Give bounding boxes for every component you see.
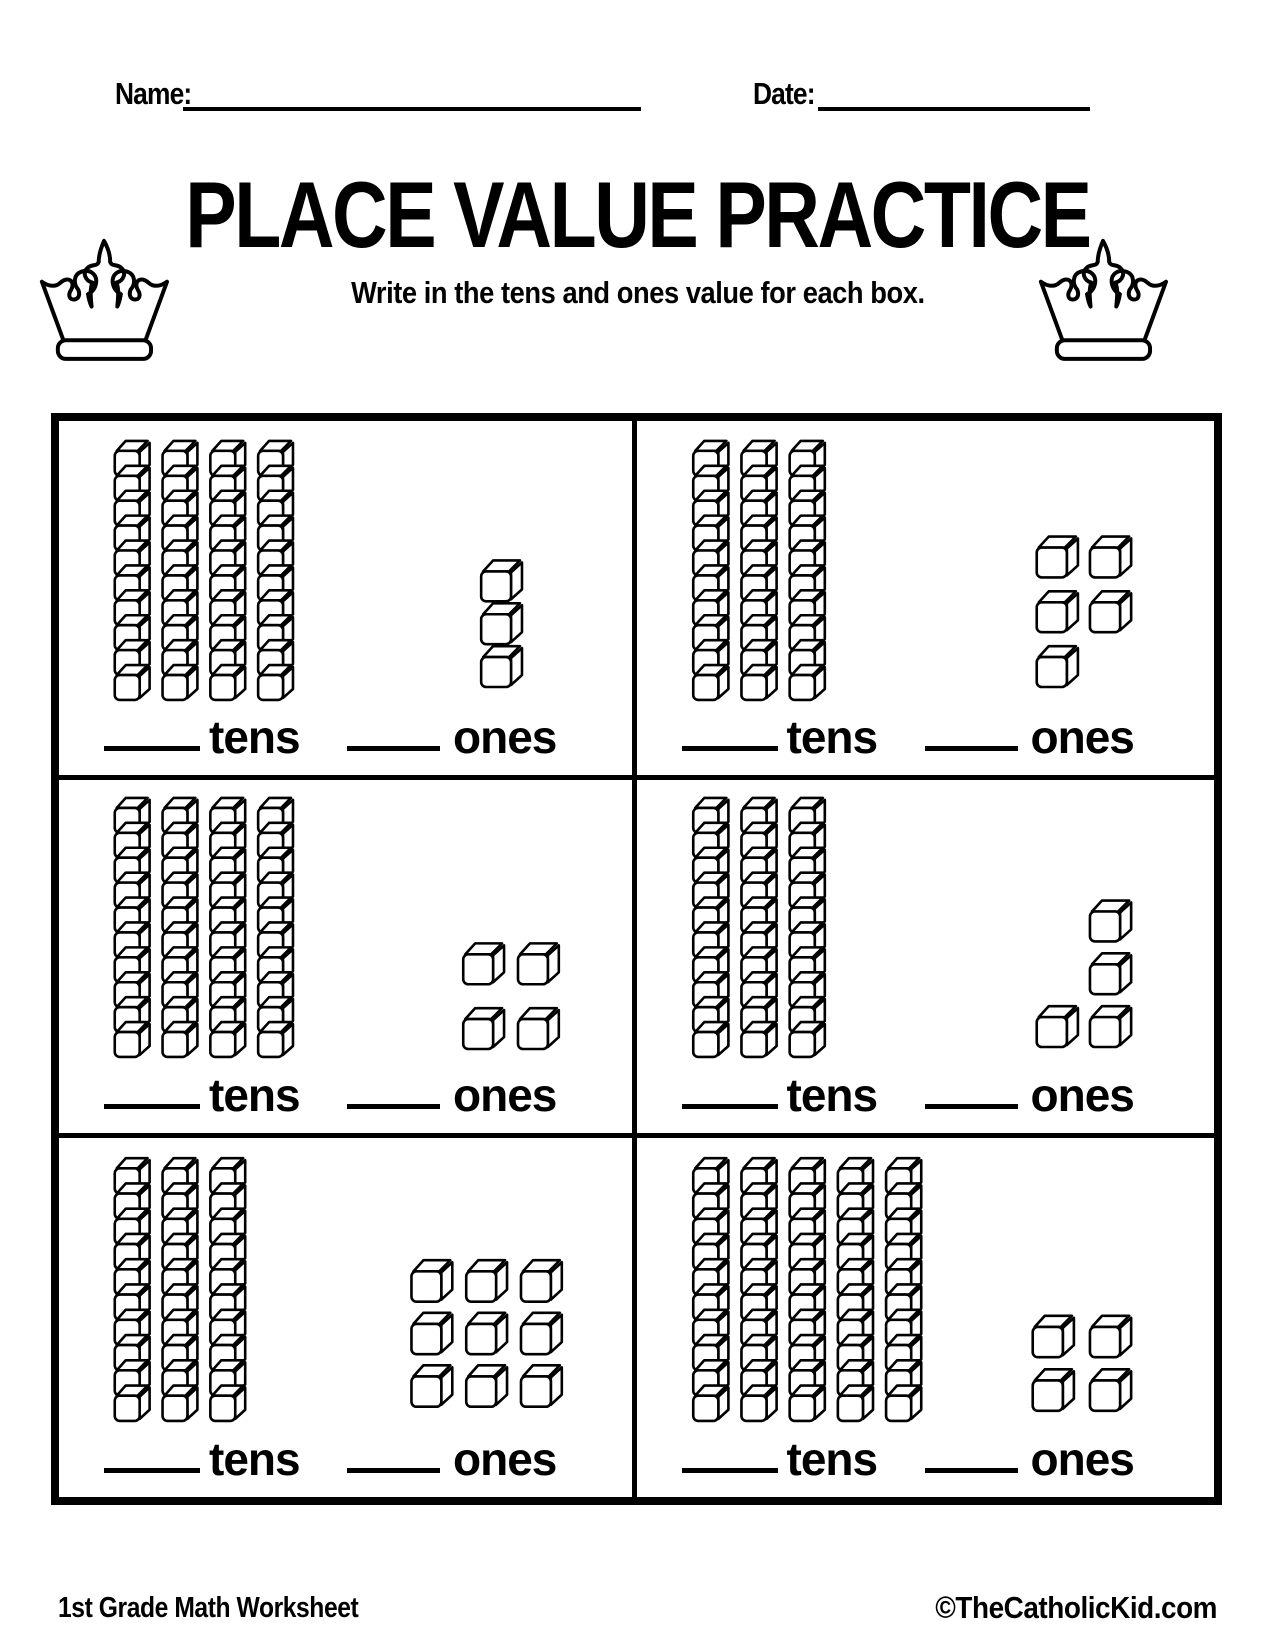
tens-answer-blank xyxy=(682,746,778,751)
page-subtitle: Write in the tens and ones value for each box. xyxy=(350,275,925,310)
place-value-cell xyxy=(59,780,637,1139)
tens-answer-blank xyxy=(682,1104,778,1109)
tens-label: tens xyxy=(209,710,300,763)
place-value-cell xyxy=(637,780,1215,1139)
place-value-cell xyxy=(59,421,637,780)
ones-answer-blank xyxy=(347,746,440,751)
worksheet-grid xyxy=(51,413,1222,1505)
date-label: Date: xyxy=(753,76,815,111)
tens-label: tens xyxy=(786,1069,878,1122)
ones-label: ones xyxy=(453,1432,557,1485)
date-blank-line xyxy=(818,107,1090,111)
place-value-cell xyxy=(637,421,1215,780)
ones-label: ones xyxy=(453,1069,557,1122)
ones-answer-blank xyxy=(347,1468,440,1473)
tens-answer-blank xyxy=(104,1104,200,1109)
name-blank-line xyxy=(183,107,641,111)
crown-icon xyxy=(1032,226,1174,364)
crown-icon xyxy=(33,226,175,364)
ones-label: ones xyxy=(1030,1432,1134,1485)
ones-answer-blank xyxy=(925,1104,1018,1109)
tens-label: tens xyxy=(786,1432,878,1485)
ones-answer-blank xyxy=(925,746,1018,751)
tens-label: tens xyxy=(209,1432,300,1485)
place-value-cell xyxy=(637,1138,1215,1497)
ones-label: ones xyxy=(453,710,557,763)
footer-right: ©TheCatholicKid.com xyxy=(935,1590,1217,1625)
tens-label: tens xyxy=(209,1069,300,1122)
ones-answer-blank xyxy=(347,1104,440,1109)
page-title: PLACE VALUE PRACTICE xyxy=(185,162,1090,267)
footer-left: 1st Grade Math Worksheet xyxy=(58,1592,359,1624)
tens-answer-blank xyxy=(104,746,200,751)
place-value-cell xyxy=(59,1138,637,1497)
tens-label: tens xyxy=(786,710,878,763)
ones-answer-blank xyxy=(925,1468,1018,1473)
name-label: Name: xyxy=(115,76,192,111)
ones-label: ones xyxy=(1030,1069,1134,1122)
tens-answer-blank xyxy=(104,1468,200,1473)
ones-label: ones xyxy=(1030,710,1134,763)
tens-answer-blank xyxy=(682,1468,778,1473)
